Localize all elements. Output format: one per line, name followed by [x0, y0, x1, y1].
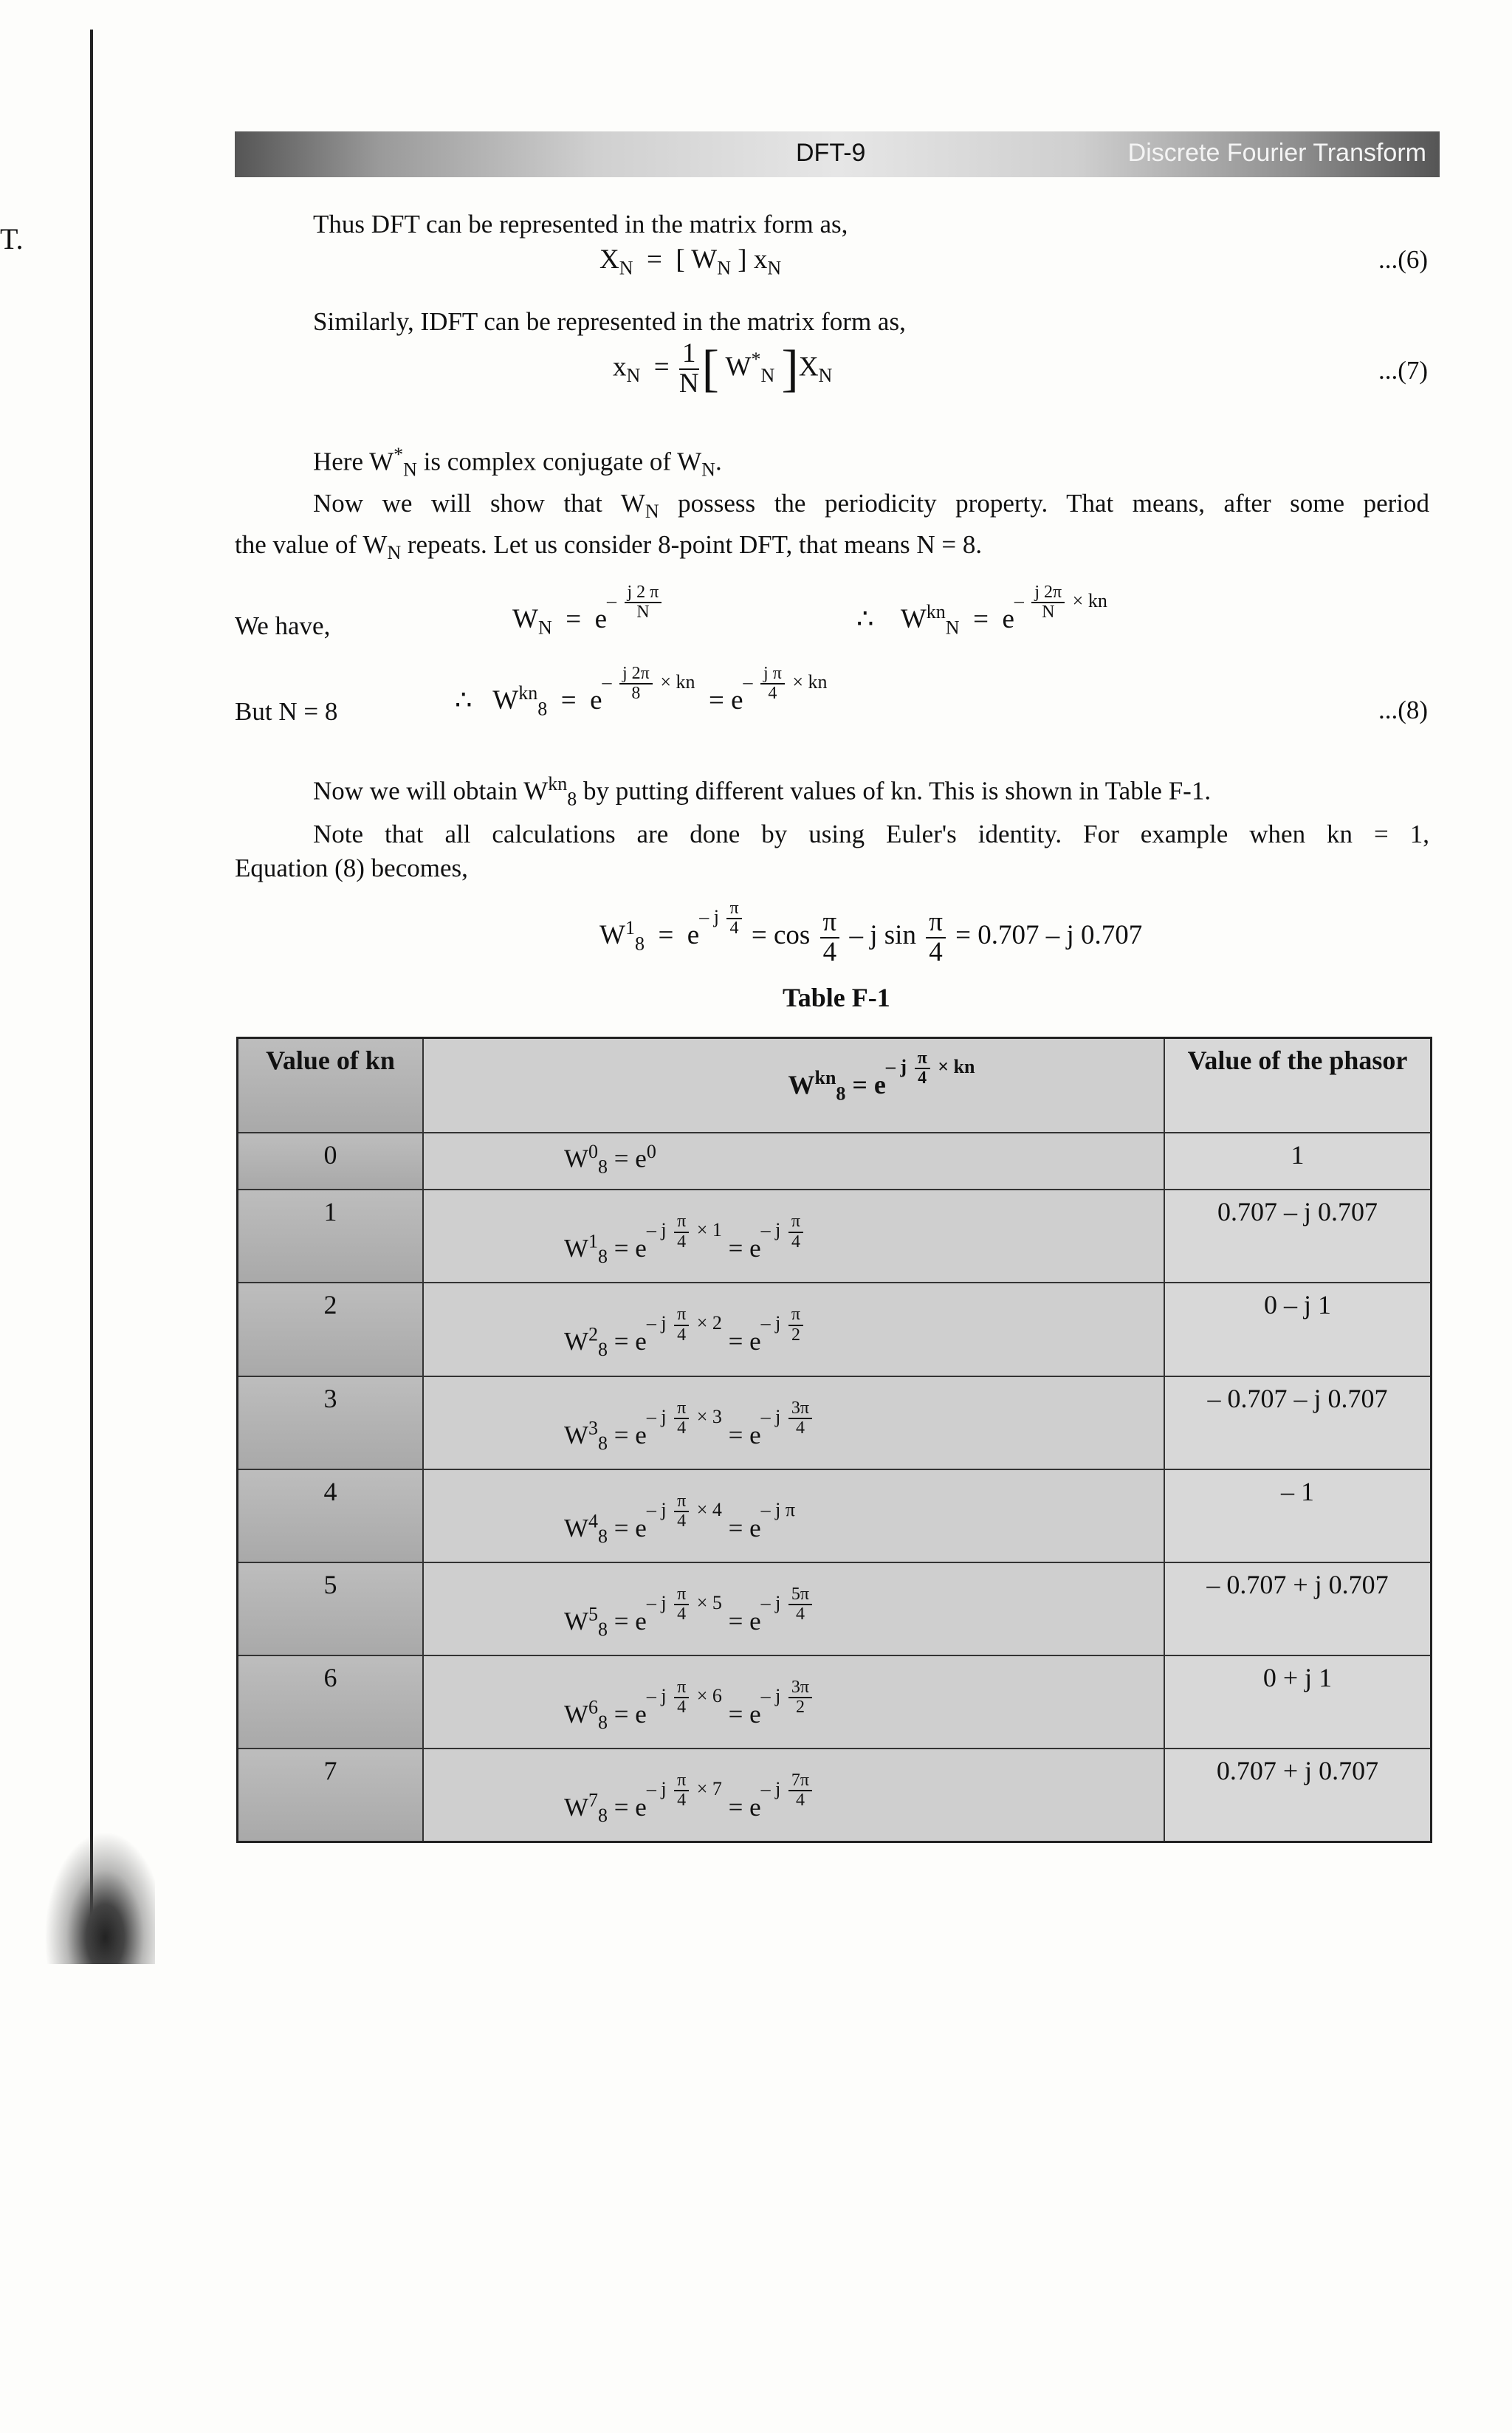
table-header-row [238, 1038, 1432, 1133]
cell-kn: 3 [238, 1376, 424, 1469]
table-row [238, 1562, 1432, 1655]
paragraph-periodicity: Now we will show that $W_N$ possess the periodicity property. That means, after some period [313, 489, 1429, 522]
equation-7-number: ...(7) [1378, 356, 1428, 385]
equation-6: $X_N$ = [ $W_N$ ] $x_N$ [599, 244, 782, 279]
cell-formula: $W^0_8 = e^0$ [423, 1133, 1164, 1190]
table-row [238, 1133, 1432, 1190]
margin-letter: T. [0, 222, 24, 255]
equation-7: $x_N$ = $\frac{1}{N}$ [ $W^*_N$ ]$X_N$ [613, 338, 833, 399]
equation-example: $W^1_8 = e-$ j $\frac{\pi}{4}$ = cos $\frac{\pi}{4}$ – j sin $\frac{\pi}{4}$ = 0.707 – j 0.707 [599, 899, 1143, 967]
header-phasor: Value of the phasor [1164, 1038, 1432, 1133]
equation-8-number: ...(8) [1378, 696, 1428, 724]
cell-phasor: – 0.707 – j 0.707 [1164, 1376, 1432, 1469]
equation-wn-definition: $W_N = e-$ $\frac{j 2 \pi}{N}$ [512, 583, 664, 639]
cell-formula: $W^2_8 = e-$ j $\frac{\pi}{4}$ × 2 = e– j $\frac{\pi}{2}$ [423, 1283, 1164, 1376]
obtain-text-a: Now we will obtain W [313, 776, 549, 806]
equation-6-number: ...(6) [1378, 245, 1428, 274]
cell-phasor: 0.707 – j 0.707 [1164, 1190, 1432, 1283]
conjugate-text-b: is complex conjugate of W [416, 447, 702, 476]
paragraph-repeats: the value of $W_N$ repeats. Let us consider 8-point DFT, that means N = 8. [235, 530, 983, 563]
paragraph-obtain-values: Now we will obtain $W^{kn}_8$ by putting different values of kn. This is shown in Table F-1. [313, 773, 1212, 810]
paragraph-idft-matrix: Similarly, IDFT can be represented in the matrix form as, [313, 307, 906, 336]
label-n-equals-8: But N = 8 [235, 697, 338, 726]
cell-formula: $W^4_8 = e-$ j $\frac{\pi}{4}$ × 4 = e– j π [423, 1469, 1164, 1562]
paragraph-conjugate: Here $W^*_N$ is complex conjugate of $W_N$. [313, 444, 722, 481]
equation-wn-kn: ∴ $W^{kn}_N = e-$ $\frac{j 2\pi}{N}$ × kn [856, 583, 1107, 639]
cell-kn: 6 [238, 1655, 424, 1749]
cell-kn: 7 [238, 1749, 424, 1842]
cell-formula: $W^5_8 = e-$ j $\frac{\pi}{4}$ × 5 = e– j $\frac{5\pi}{4}$ [423, 1562, 1164, 1655]
header-w8-formula: $W^{kn}_8 = e-$ j $\frac{\pi}{4}$ × kn [423, 1038, 1164, 1133]
paragraph-euler: Note that all calculations are done by using Euler's identity. For example when kn = 1, [313, 820, 1429, 848]
cell-kn: 5 [238, 1562, 424, 1655]
cell-phasor: 1 [1164, 1133, 1432, 1190]
repeats-text-a: the value of W [235, 530, 388, 559]
example-result: = 0.707 – j 0.707 [955, 920, 1143, 951]
paragraph-equation-8-becomes: Equation (8) becomes, [235, 854, 468, 882]
repeats-text-b: repeats. Let us consider 8-point DFT, that means N = 8. [401, 530, 983, 559]
cell-formula: $W^3_8 = e-$ j $\frac{\pi}{4}$ × 3 = e– j $\frac{3\pi}{4}$ [423, 1376, 1164, 1469]
cell-formula: $W^7_8 = e-$ j $\frac{\pi}{4}$ × 7 = e– j $\frac{7\pi}{4}$ [423, 1749, 1164, 1842]
cell-kn: 0 [238, 1133, 424, 1190]
cell-phasor: 0 + j 1 [1164, 1655, 1432, 1749]
cell-formula: $W^6_8 = e-$ j $\frac{\pi}{4}$ × 6 = e– j $\frac{3\pi}{2}$ [423, 1655, 1164, 1749]
table-row [238, 1190, 1432, 1283]
cell-formula: $W^1_8 = e-$ j $\frac{\pi}{4}$ × 1 = e– j $\frac{\pi}{4}$ [423, 1190, 1164, 1283]
page-header [235, 131, 1440, 177]
header-chapter-title: Discrete Fourier Transform [1127, 139, 1426, 167]
periodicity-text-a: Now we will show that W [313, 489, 645, 518]
header-value-of-kn: Value of kn [238, 1038, 424, 1133]
cell-kn: 4 [238, 1469, 424, 1562]
obtain-text-b: by putting different values of kn. This is shown in Table F-1. [577, 776, 1212, 806]
table-caption: Table F-1 [783, 983, 890, 1012]
paragraph-matrix-form: Thus DFT can be represented in the matrix form as, [313, 210, 848, 239]
table-f1 [236, 1037, 1432, 1843]
equation-8: ∴ $W^{kn}_8 = e-$ $\frac{j 2\pi}{8}$ × kn = e– $\frac{\text{j π}}{4}$ × kn [455, 664, 828, 720]
periodicity-text-b: possess the periodicity property. That means, after some period [659, 489, 1429, 518]
binding-smudge [44, 1831, 155, 1964]
conjugate-text-a: Here W [313, 447, 394, 476]
cell-kn: 1 [238, 1190, 424, 1283]
table-row [238, 1469, 1432, 1562]
cell-phasor: 0.707 + j 0.707 [1164, 1749, 1432, 1842]
header-page-number: DFT-9 [796, 139, 866, 167]
label-we-have: We have, [235, 611, 331, 640]
cell-phasor: 0 – j 1 [1164, 1283, 1432, 1376]
cell-phasor: – 1 [1164, 1469, 1432, 1562]
table-row [238, 1376, 1432, 1469]
table-row [238, 1283, 1432, 1376]
table-row [238, 1749, 1432, 1842]
binding-line [90, 30, 93, 1942]
table-row [238, 1655, 1432, 1749]
cell-phasor: – 0.707 + j 0.707 [1164, 1562, 1432, 1655]
cell-kn: 2 [238, 1283, 424, 1376]
